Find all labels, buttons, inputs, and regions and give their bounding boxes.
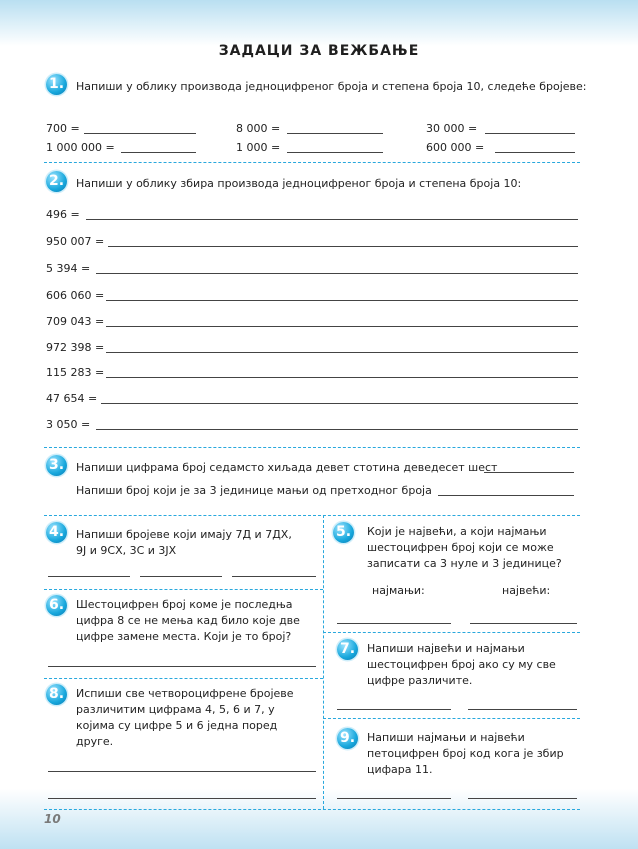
- task-9-text: Напиши најмањи и највећи: [367, 731, 525, 744]
- top-gradient: [0, 0, 638, 46]
- task-5-min-label: најмањи:: [372, 584, 425, 597]
- task-2-item: 115 283 =: [46, 366, 105, 379]
- answer-line[interactable]: [84, 133, 196, 134]
- answer-line[interactable]: [287, 133, 383, 134]
- answer-line[interactable]: [337, 623, 451, 624]
- task-4-badge: 4.: [46, 522, 67, 543]
- answer-line[interactable]: [101, 403, 578, 404]
- page-title: ЗАДАЦИ ЗА ВЕЖБАЊЕ: [218, 43, 420, 59]
- task-2-badge: 2.: [46, 171, 67, 192]
- answer-line[interactable]: [484, 472, 574, 473]
- answer-line[interactable]: [470, 623, 577, 624]
- task-6-text: Шестоцифрен број коме је последња: [76, 598, 293, 611]
- task-8-badge: 8.: [46, 684, 67, 705]
- task-4-text: Напиши бројеве који имају 7Д и 7ДХ,: [76, 528, 292, 541]
- answer-line[interactable]: [48, 576, 130, 577]
- answer-line[interactable]: [106, 300, 578, 301]
- task-1-item: 1 000 000 =: [46, 141, 115, 154]
- task-6-text: цифра 8 се не мења кад било које две: [76, 614, 300, 627]
- task-2-item: 606 060 =: [46, 289, 105, 302]
- column-divider: [323, 515, 324, 809]
- task-9-text: цифара 11.: [367, 763, 433, 776]
- task-5-text: записати са 3 нуле и 3 јединице?: [367, 557, 562, 570]
- task-8-text: Испиши све четвороцифрене бројеве: [76, 687, 294, 700]
- task-1-item: 30 000 =: [426, 122, 478, 135]
- task-2-item: 496 =: [46, 208, 80, 221]
- task-8-text: друге.: [76, 735, 114, 748]
- answer-line[interactable]: [495, 152, 575, 153]
- section-divider: [323, 718, 580, 719]
- answer-line[interactable]: [337, 798, 451, 799]
- answer-line[interactable]: [232, 576, 316, 577]
- task-1-instruction: Напиши у облику производа једноцифреног броја и степена броја 10, следеће бројеве:: [76, 80, 587, 93]
- task-5-max-label: највећи:: [502, 584, 551, 597]
- task-4-text: 9Ј и 9СХ, 3С и 3ЈХ: [76, 544, 177, 557]
- answer-line[interactable]: [468, 709, 577, 710]
- task-1-item: 1 000 =: [236, 141, 281, 154]
- answer-line[interactable]: [468, 798, 577, 799]
- answer-line[interactable]: [86, 219, 578, 220]
- answer-line[interactable]: [106, 377, 578, 378]
- task-9-text: петоцифрен број код кога је збир: [367, 747, 564, 760]
- section-divider: [44, 162, 580, 163]
- task-5-text: Који је највећи, а који најмањи: [367, 525, 547, 538]
- answer-line[interactable]: [48, 666, 316, 667]
- answer-line[interactable]: [106, 326, 578, 327]
- task-3-line-2: Напиши број који је за 3 јединице мањи од претходног броја: [76, 484, 432, 497]
- answer-line[interactable]: [337, 709, 451, 710]
- section-divider: [44, 447, 580, 448]
- task-6-text: цифре замене места. Који је то број?: [76, 630, 292, 643]
- task-2-item: 5 394 =: [46, 262, 91, 275]
- answer-line[interactable]: [287, 152, 383, 153]
- task-3-badge: 3.: [46, 455, 67, 476]
- task-2-item: 950 007 =: [46, 235, 105, 248]
- answer-line[interactable]: [96, 429, 578, 430]
- task-7-badge: 7.: [337, 639, 358, 660]
- task-5-badge: 5.: [333, 522, 354, 543]
- task-2-item: 47 654 =: [46, 392, 98, 405]
- task-8-text: различитим цифрама 4, 5, 6 и 7, у: [76, 703, 275, 716]
- task-5-text: шестоцифрен број који се може: [367, 541, 554, 554]
- page-number: 10: [44, 812, 61, 826]
- task-2-item: 709 043 =: [46, 315, 105, 328]
- task-2-item: 3 050 =: [46, 418, 91, 431]
- section-divider: [44, 678, 323, 679]
- answer-line[interactable]: [108, 246, 578, 247]
- answer-line[interactable]: [140, 576, 222, 577]
- task-3-line-1: Напиши цифрама број седамсто хиљада девет стотина деведесет шест: [76, 461, 498, 474]
- task-6-badge: 6.: [46, 595, 67, 616]
- task-2-item: 972 398 =: [46, 341, 105, 354]
- task-1-item: 700 =: [46, 122, 80, 135]
- answer-line[interactable]: [48, 798, 316, 799]
- answer-line[interactable]: [438, 495, 574, 496]
- section-divider: [44, 515, 580, 516]
- section-divider: [323, 632, 580, 633]
- task-1-item: 600 000 =: [426, 141, 485, 154]
- answer-line[interactable]: [48, 771, 316, 772]
- task-8-text: којима су цифре 5 и 6 једна поред: [76, 719, 278, 732]
- task-1-badge: 1.: [46, 74, 67, 95]
- task-7-text: Напиши највећи и најмањи: [367, 642, 525, 655]
- answer-line[interactable]: [485, 133, 575, 134]
- answer-line[interactable]: [96, 273, 578, 274]
- task-9-badge: 9.: [337, 728, 358, 749]
- answer-line[interactable]: [121, 152, 196, 153]
- section-divider: [44, 589, 323, 590]
- answer-line[interactable]: [106, 352, 578, 353]
- task-7-text: цифре различите.: [367, 674, 473, 687]
- task-1-item: 8 000 =: [236, 122, 281, 135]
- task-7-text: шестоцифрен број ако су му све: [367, 658, 556, 671]
- section-divider: [44, 809, 580, 810]
- task-2-instruction: Напиши у облику збира производа једноцифреног броја и степена броја 10:: [76, 177, 522, 190]
